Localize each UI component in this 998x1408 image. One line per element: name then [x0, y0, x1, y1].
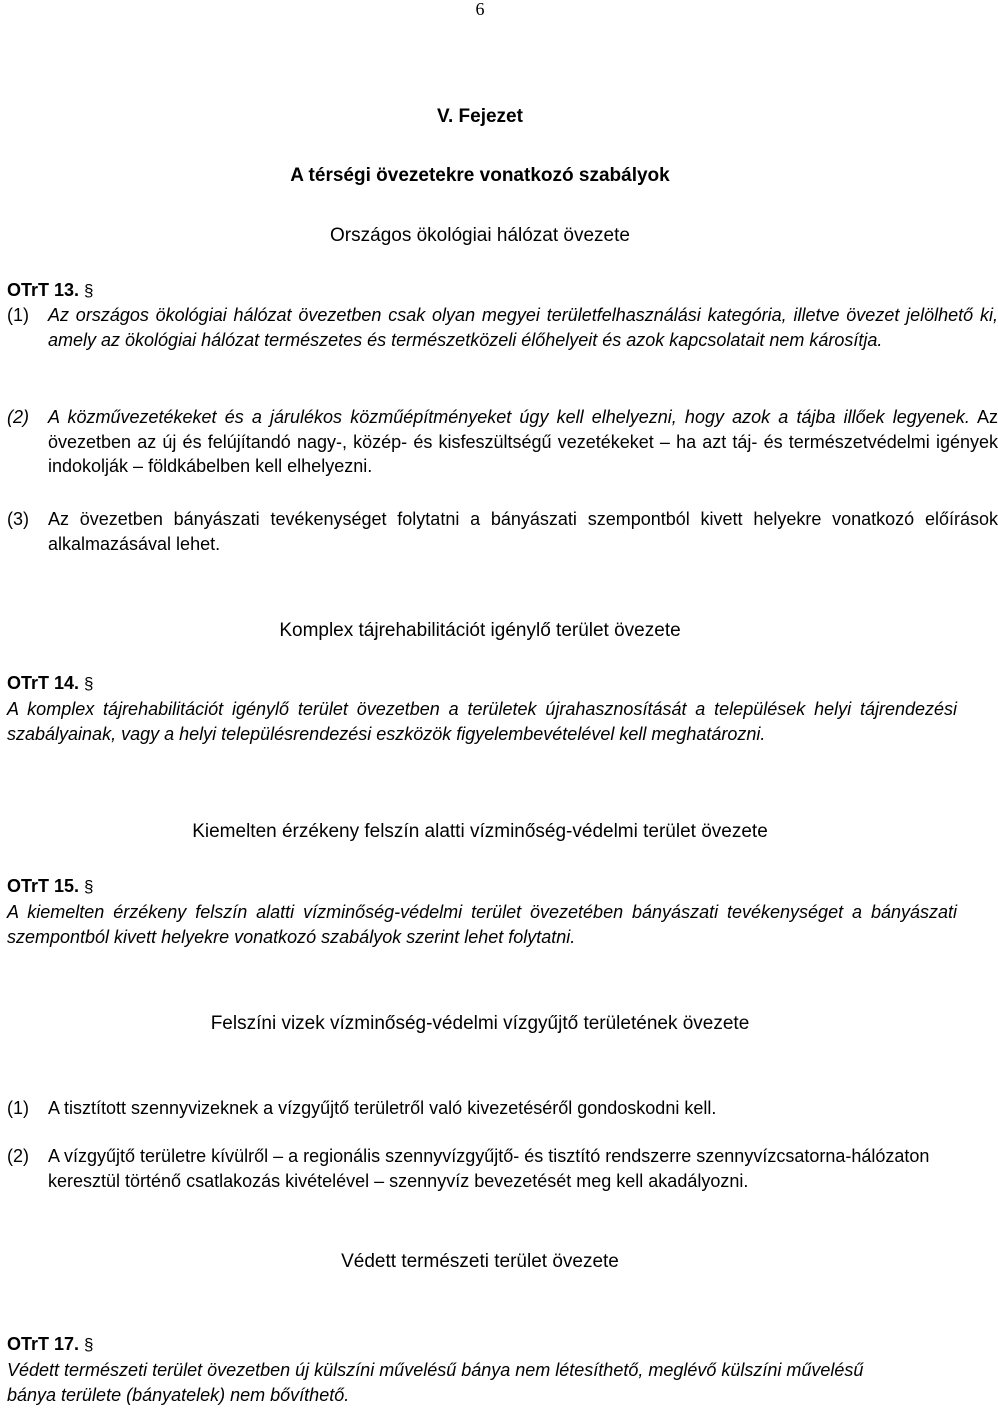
section-sign: § — [84, 877, 94, 896]
chapter-title: V. Fejezet — [437, 106, 523, 127]
paragraph-14 — [7, 697, 957, 746]
paragraph-15 — [7, 900, 957, 949]
article-otrt-14 — [7, 673, 94, 694]
section-title-groundwater: Kiemelten érzékeny felszín alatti vízminőség-védelmi terület övezete — [192, 821, 768, 842]
paragraph-13-1 — [7, 303, 998, 352]
paragraph-number: (1) — [7, 1098, 29, 1118]
paragraph-number: (3) — [7, 509, 29, 529]
paragraph-surface-2 — [7, 1144, 948, 1193]
paragraph-text: Védett természeti terület övezetben új külszíni művelésű bánya nem létesíthető, meglévő külszíni művelésű bánya területe (bányatelek) nem bővíthető. — [7, 1360, 864, 1405]
article-otrt-15 — [7, 876, 94, 897]
paragraph-number: (2) — [7, 407, 29, 427]
section-sign: § — [84, 1335, 94, 1354]
section-title-surface-water: Felszíni vizek vízminőség-védelmi vízgyűjtő területének övezete — [210, 1013, 750, 1034]
paragraph-text: Az övezetben bányászati tevékenységet folytatni a bányászati szempontból kivett helyekre vonatkozó előírások alkalmazásával lehet. — [48, 509, 998, 554]
paragraph-text-italic: A közművezetékeket és a járulékos közműépítményeket úgy kell elhelyezni, hogy azok a tájba illőek legyenek. — [48, 407, 970, 427]
section-sign: § — [84, 674, 94, 693]
paragraph-surface-1 — [7, 1096, 998, 1121]
paragraph-17 — [7, 1358, 907, 1407]
section-title-landscape-rehab: Komplex tájrehabilitációt igénylő terület övezete — [279, 620, 681, 641]
paragraph-text: A kiemelten érzékeny felszín alatti vízminőség-védelmi terület övezetében bányászati tevékenységet a bányászati szempontból kivett helyekre vonatkozó szabályok szerint lehet folytatni. — [7, 902, 957, 947]
paragraph-text: Az övezetben az új és felújítandó nagy-, közép- és kisfeszültségű vezetékeket – ha azt táj- és természetvédelmi igények indokolják – földkábelben kell elhelyezni. — [48, 407, 998, 476]
paragraph-number: (2) — [7, 1146, 29, 1166]
article-otrt-17 — [7, 1334, 94, 1355]
article-otrt-13 — [7, 280, 94, 301]
page-number: 6 — [475, 0, 485, 19]
article-number: OTrT 15. — [7, 876, 80, 896]
section-sign: § — [84, 281, 94, 300]
paragraph-13-3 — [7, 507, 998, 556]
article-number: OTrT 14. — [7, 673, 80, 693]
paragraph-13-2 — [7, 405, 998, 479]
section-title-ecological-network: Országos ökológiai hálózat övezete — [330, 225, 630, 246]
section-title-protected-area: Védett természeti terület övezete — [341, 1251, 619, 1272]
article-number: OTrT 13. — [7, 280, 80, 300]
paragraph-text: A tisztított szennyvizeknek a vízgyűjtő területről való kivezetéséről gondoskodni kell. — [48, 1098, 717, 1118]
article-number: OTrT 17. — [7, 1334, 80, 1354]
paragraph-text: A komplex tájrehabilitációt igénylő terület övezetben a területek újrahasznosítását a települések helyi tájrendezési szabályainak, vagy a helyi településrendezési eszközök figyelembevételével kell meghatározni. — [7, 699, 957, 744]
chapter-subtitle: A térségi övezetekre vonatkozó szabályok — [290, 165, 670, 186]
paragraph-text: Az országos ökológiai hálózat övezetben csak olyan megyei területfelhasználási kategória, illetve övezet jelölhető ki, amely az ökológiai hálózat természetes és természetközeli élőhelyeit és azok kapcsolatait nem károsítja. — [48, 305, 998, 350]
paragraph-number: (1) — [7, 305, 29, 325]
paragraph-text: A vízgyűjtő területre kívülről – a regionális szennyvízgyűjtő- és tisztító rendszerre szennyvízcsatorna-hálózaton keresztül történő csatlakozás kivételével – szennyvíz bevezetését meg kell akadályozni. — [48, 1146, 930, 1191]
